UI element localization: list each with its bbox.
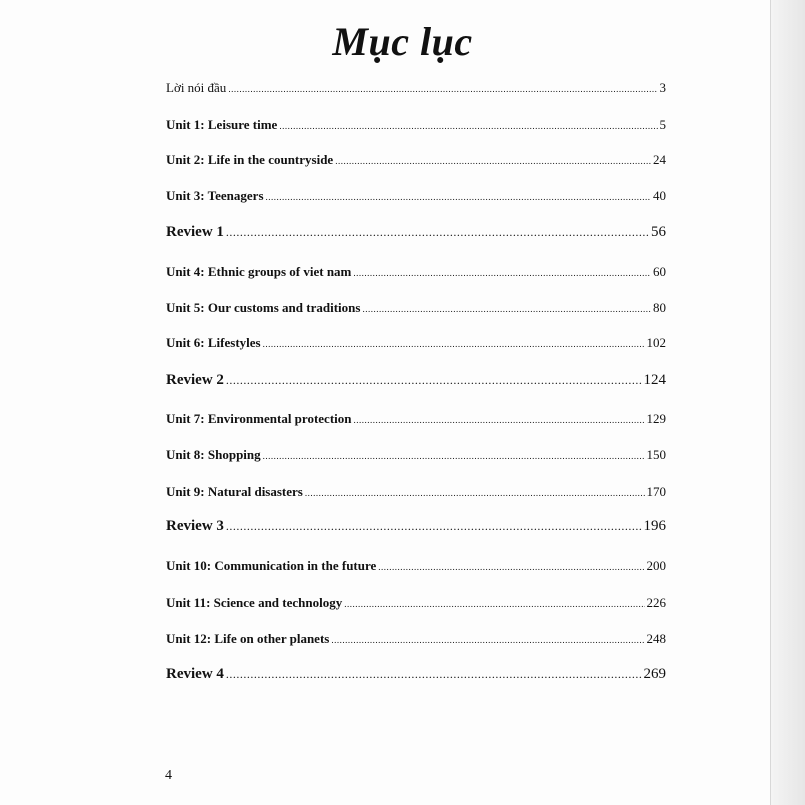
toc-entry-page: 170 bbox=[646, 484, 666, 499]
toc-entry-page: 196 bbox=[643, 518, 666, 534]
toc-entry-label: Unit 3: Teenagers bbox=[166, 188, 264, 203]
toc-entry-page: 60 bbox=[653, 264, 666, 279]
toc-entry-page: 124 bbox=[643, 372, 666, 388]
toc-entry-page: 24 bbox=[653, 152, 666, 167]
leader-dots bbox=[378, 558, 644, 574]
toc-entry-label: Unit 9: Natural disasters bbox=[166, 484, 303, 499]
leader-dots bbox=[226, 518, 642, 535]
toc-entry-page: 56 bbox=[651, 224, 666, 240]
leader-dots bbox=[226, 372, 642, 389]
toc-entry-unit-1 bbox=[166, 117, 666, 133]
leader-dots bbox=[279, 117, 657, 133]
toc-entry-page: 248 bbox=[646, 631, 666, 646]
leader-dots bbox=[266, 188, 652, 204]
leader-dots bbox=[344, 595, 644, 611]
toc-entry-page: 226 bbox=[646, 595, 666, 610]
leader-dots bbox=[305, 484, 645, 500]
leader-dots bbox=[331, 631, 644, 647]
leader-dots bbox=[354, 411, 645, 427]
toc-entry-label: Unit 4: Ethnic groups of viet nam bbox=[166, 264, 352, 279]
toc-entry-page: 150 bbox=[646, 447, 666, 462]
toc-entry-page: 102 bbox=[646, 335, 666, 350]
toc-entry-label: Unit 6: Lifestyles bbox=[166, 335, 261, 350]
toc-entry-review-2 bbox=[166, 372, 666, 389]
toc-entry-label: Unit 5: Our customs and traditions bbox=[166, 300, 361, 315]
toc-entry-review-3 bbox=[166, 518, 666, 535]
toc-entry-page: 80 bbox=[653, 300, 666, 315]
leader-dots bbox=[362, 300, 651, 316]
leader-dots bbox=[353, 264, 651, 280]
toc-entry-label: Review 1 bbox=[166, 224, 224, 240]
toc-entry-label: Unit 8: Shopping bbox=[166, 447, 261, 462]
toc-entry-page: 5 bbox=[659, 117, 666, 132]
toc-entry-unit-4 bbox=[166, 264, 666, 280]
toc-entry-unit-6 bbox=[166, 335, 666, 351]
leader-dots bbox=[263, 447, 645, 463]
toc-entry-unit-11 bbox=[166, 595, 666, 611]
toc-entry-review-4 bbox=[166, 666, 666, 683]
toc-entry-page: 269 bbox=[643, 666, 666, 682]
toc-entry-page: 40 bbox=[653, 188, 666, 203]
toc-entry-label: Unit 10: Communication in the future bbox=[166, 558, 377, 573]
toc-entry-page: 200 bbox=[646, 558, 666, 573]
toc-entry-label: Review 4 bbox=[166, 666, 224, 682]
toc-entry-label: Unit 2: Life in the countryside bbox=[166, 152, 334, 167]
leader-dots bbox=[228, 80, 657, 96]
toc-entry-unit-2 bbox=[166, 152, 666, 168]
toc-entry-unit-3 bbox=[166, 188, 666, 204]
toc-entry-unit-7 bbox=[166, 411, 666, 427]
toc-entry-unit-10 bbox=[166, 558, 666, 574]
toc-entry-label: Review 2 bbox=[166, 372, 224, 388]
toc-entry-unit-9 bbox=[166, 484, 666, 500]
toc-entry-unit-12 bbox=[166, 631, 666, 647]
page-number: 4 bbox=[165, 768, 172, 783]
toc-entry-label: Lời nói đầu bbox=[166, 80, 227, 95]
toc-entry-page: 3 bbox=[659, 80, 666, 95]
page-title: Mục lục bbox=[332, 19, 473, 64]
toc-entry-label: Unit 12: Life on other planets bbox=[166, 631, 330, 646]
toc-entry-preface bbox=[166, 80, 666, 96]
toc-entry-review-1 bbox=[166, 224, 666, 241]
leader-dots bbox=[263, 335, 645, 351]
toc-entry-label: Unit 7: Environmental protection bbox=[166, 411, 352, 426]
toc-entry-unit-5 bbox=[166, 300, 666, 316]
leader-dots bbox=[226, 666, 642, 683]
leader-dots bbox=[335, 152, 651, 168]
toc-entry-label: Review 3 bbox=[166, 518, 224, 534]
toc-entry-unit-8 bbox=[166, 447, 666, 463]
leader-dots bbox=[226, 224, 649, 241]
toc-entry-label: Unit 11: Science and technology bbox=[166, 595, 343, 610]
page-edge bbox=[770, 0, 805, 805]
toc-entry-page: 129 bbox=[646, 411, 666, 426]
toc-entry-label: Unit 1: Leisure time bbox=[166, 117, 278, 132]
